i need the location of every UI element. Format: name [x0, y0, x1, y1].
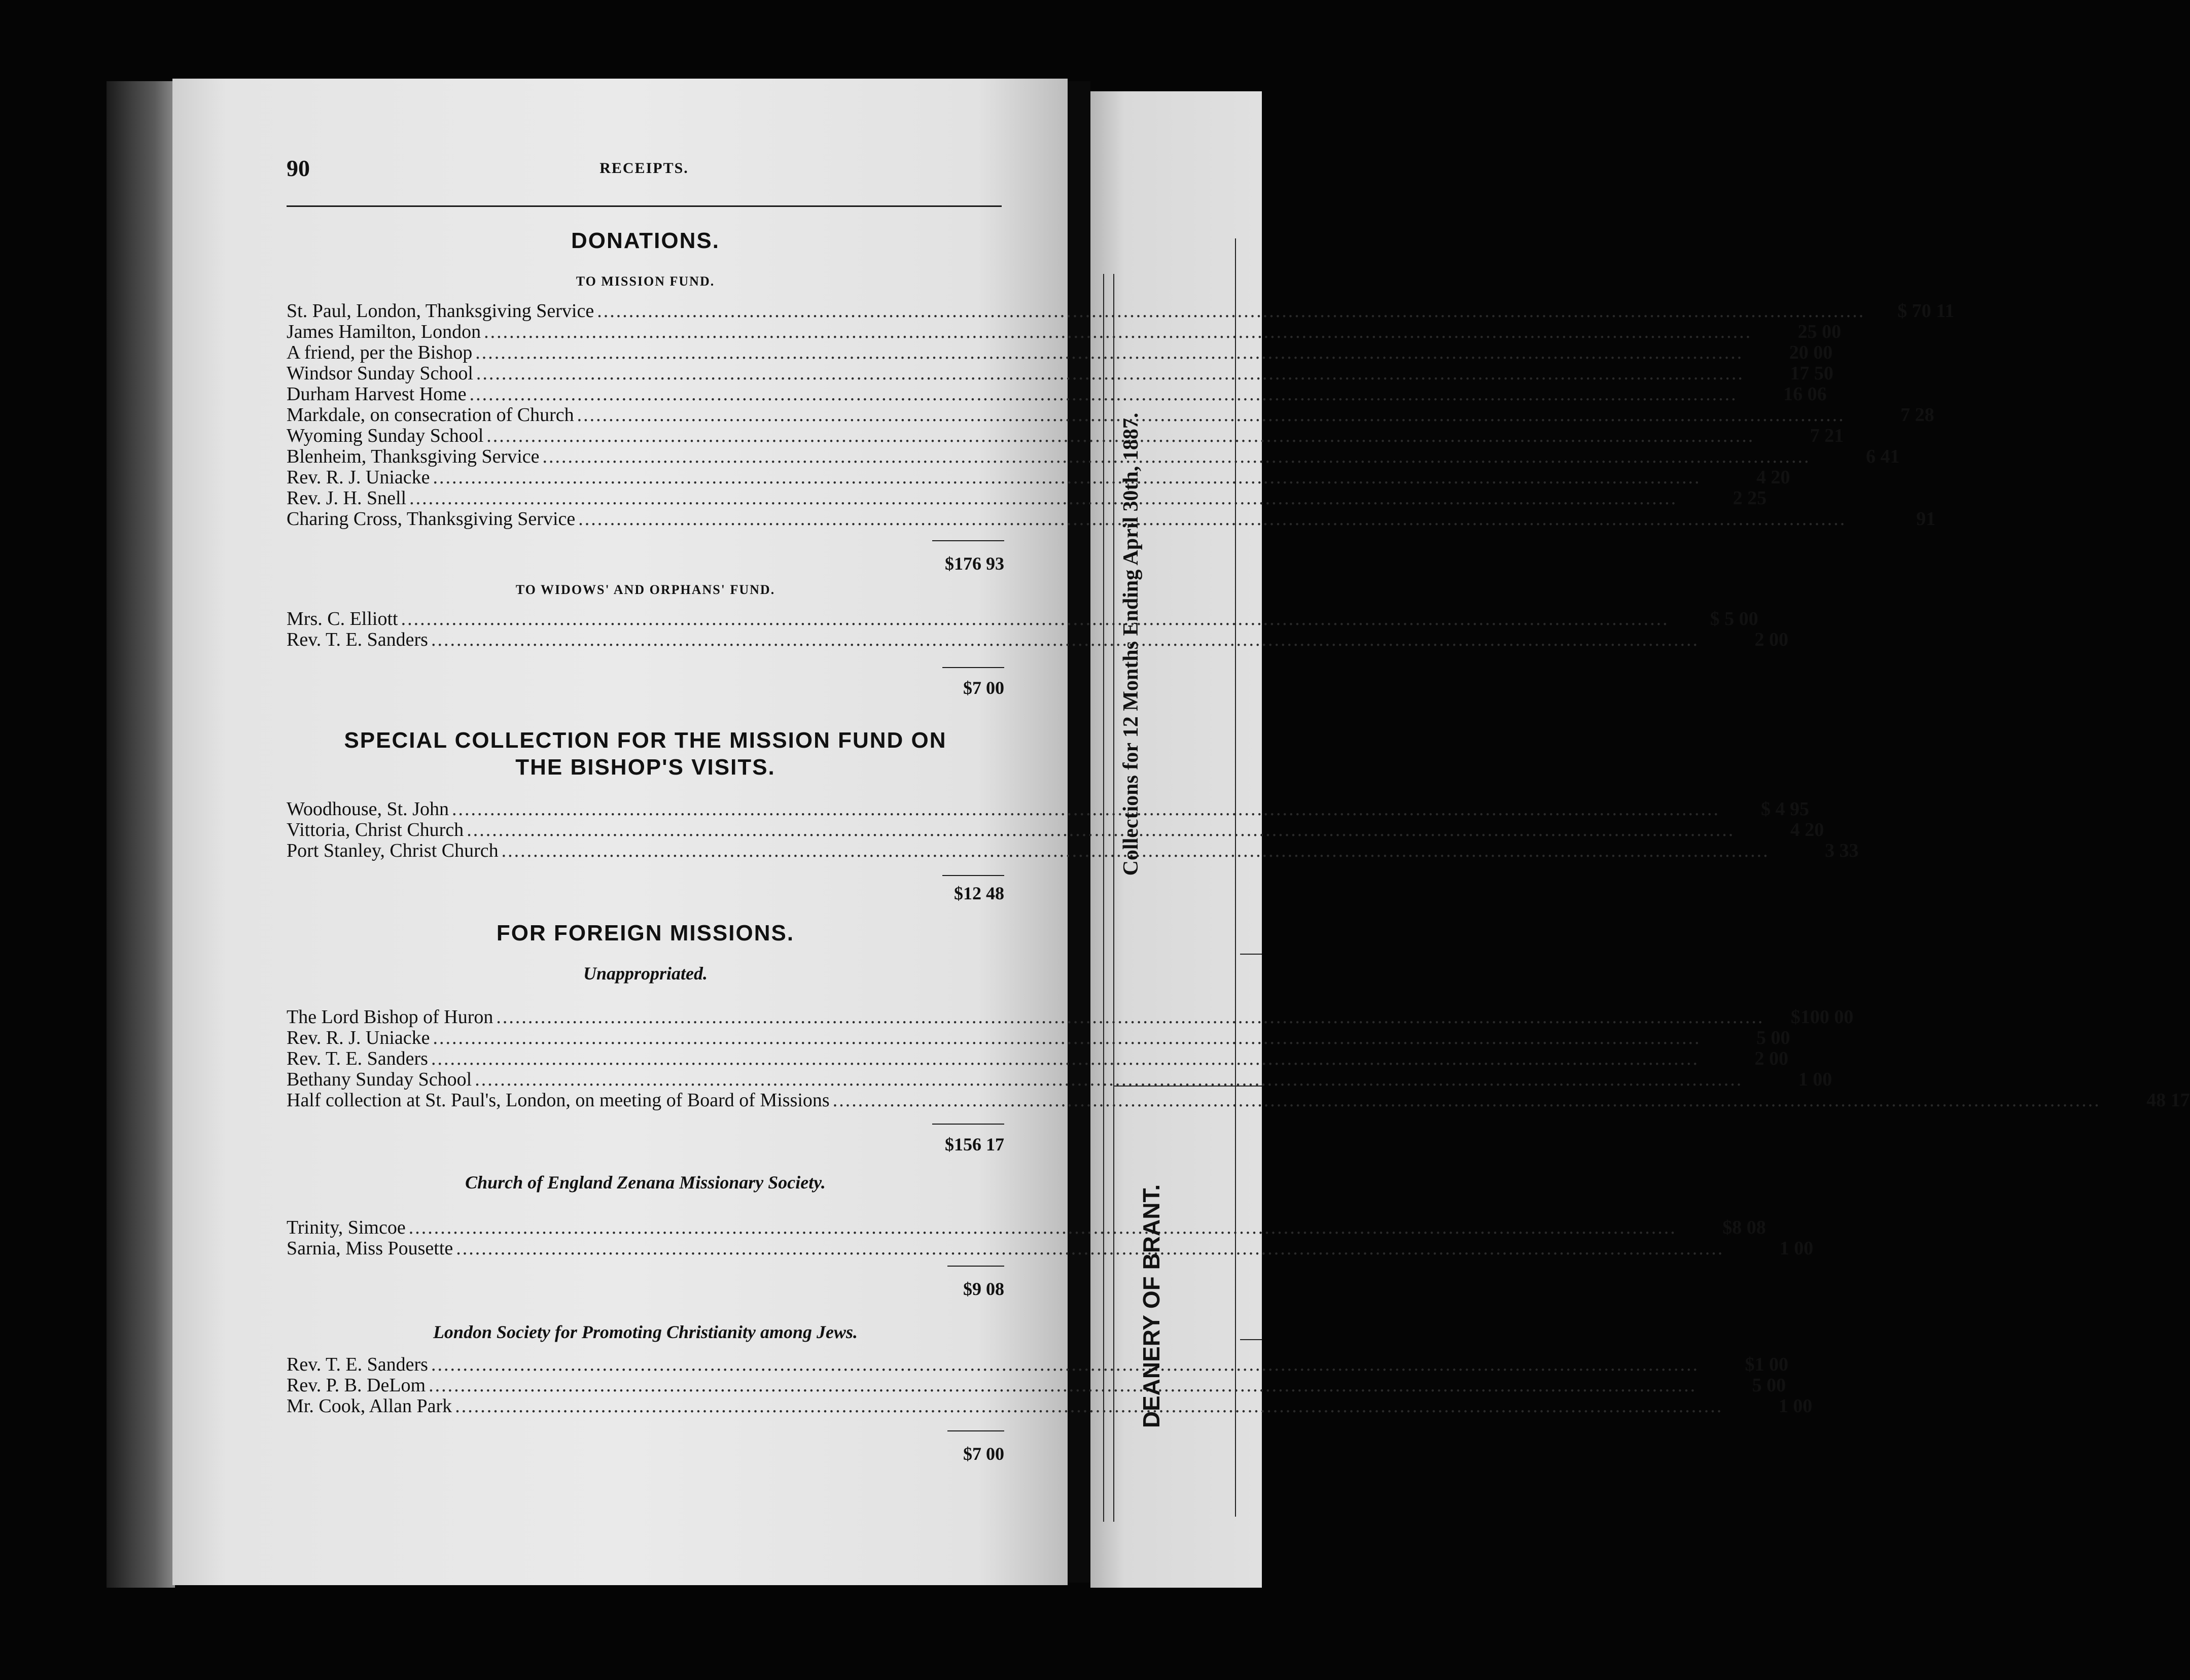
item-amount: 5 00 [1752, 1375, 1786, 1396]
list-item [287, 1069, 1832, 1090]
donations-total: $176 93 [945, 553, 1004, 574]
leader-dots: ........................................................................................................................................................................................................ [433, 467, 1701, 488]
item-name: Mr. Cook, Allan Park [287, 1395, 452, 1417]
item-name: Woodhouse, St. John [287, 798, 449, 820]
facing-page-rule-right [1235, 238, 1236, 1517]
leader-dots: ........................................................................................................................................................................................................ [501, 840, 1770, 861]
item-name: Rev. R. J. Uniacke [287, 1027, 430, 1048]
list-item [287, 508, 1936, 530]
list-item [287, 1090, 2190, 1111]
jews-society-list [287, 1354, 1813, 1417]
leader-dots: ........................................................................................................................................................................................................ [401, 608, 1669, 629]
item-amount: 48 17 [2146, 1090, 2190, 1111]
item-amount: 25 00 [1797, 321, 1842, 342]
item-name: Port Stanley, Christ Church [287, 840, 499, 861]
item-name: Rev. T. E. Sanders [287, 1354, 428, 1375]
item-name: Sarnia, Miss Pousette [287, 1238, 453, 1259]
list-item [287, 342, 1833, 363]
jews-total: $7 00 [963, 1444, 1004, 1464]
item-amount: 2 00 [1754, 629, 1788, 650]
facing-collections-title: Collections for 12 Months Ending April 30th, 1887. [1119, 412, 1143, 876]
item-name: Rev. P. B. DeLom [287, 1375, 426, 1396]
item-amount: 5 00 [1756, 1027, 1790, 1048]
leader-dots: ........................................................................................................................................................................................................ [597, 300, 1865, 322]
list-item [287, 1354, 1788, 1375]
list-item [287, 425, 1844, 446]
item-name: Wyoming Sunday School [287, 425, 484, 446]
donations-list [287, 300, 1955, 530]
running-title: RECEIPTS. [599, 160, 689, 177]
item-name: Blenheim, Thanksgiving Service [287, 446, 540, 467]
item-name: St. Paul, London, Thanksgiving Service [287, 300, 594, 322]
item-amount: 7 28 [1900, 404, 1934, 426]
item-name: Bethany Sunday School [287, 1069, 472, 1090]
donations-heading: DONATIONS. [571, 228, 720, 253]
leader-dots: ........................................................................................................................................................................................................ [486, 425, 1755, 446]
item-amount: 6 41 [1866, 446, 1900, 467]
book-binding-shadow [107, 81, 175, 1588]
zenana-society-heading: Church of England Zenana Missionary Society. [465, 1172, 826, 1193]
leader-dots: ........................................................................................................................................................................................................ [475, 342, 1744, 363]
list-item [287, 363, 1833, 384]
item-amount: 2 25 [1733, 487, 1767, 509]
list-item [287, 1395, 1813, 1417]
leader-dots: ........................................................................................................................................................................................................ [542, 446, 1811, 467]
item-amount: 20 00 [1789, 342, 1833, 363]
list-item [287, 1048, 1788, 1069]
list-item [287, 467, 1790, 488]
leader-dots: ........................................................................................................................................................................................................ [467, 819, 1735, 841]
item-name: Trinity, Simcoe [287, 1217, 406, 1238]
item-amount: $8 08 [1722, 1217, 1766, 1238]
item-amount: 4 20 [1790, 819, 1824, 841]
facing-deanery-title: DEANERY OF BRANT. [1138, 1184, 1164, 1428]
item-amount: 91 [1916, 508, 1936, 530]
leader-dots: ........................................................................................................................................................................................................ [408, 1217, 1677, 1238]
special-collection-heading-line2: THE BISHOP'S VISITS. [515, 755, 775, 780]
widows-total-rule [942, 667, 1004, 668]
item-amount: 1 00 [1778, 1395, 1813, 1417]
mission-fund-subheading: TO MISSION FUND. [576, 274, 715, 289]
special-collection-heading: SPECIAL COLLECTION FOR THE MISSION FUND ON [344, 728, 947, 753]
leader-dots: ........................................................................................................................................................................................................ [578, 508, 1847, 530]
zenana-list [287, 1217, 1814, 1259]
list-item [287, 1027, 1790, 1048]
foreign-missions-heading: FOR FOREIGN MISSIONS. [496, 921, 795, 946]
list-item [287, 321, 1842, 342]
list-item [287, 608, 1758, 629]
leader-dots: ........................................................................................................................................................................................................ [431, 1048, 1699, 1069]
item-amount: $ 4 95 [1760, 798, 1809, 820]
item-amount: 4 20 [1756, 467, 1790, 488]
item-amount: 17 50 [1790, 363, 1833, 384]
leader-dots: ........................................................................................................................................................................................................ [577, 404, 1845, 426]
leader-dots: ........................................................................................................................................................................................................ [431, 1354, 1699, 1375]
leader-dots: ........................................................................................................................................................................................................ [431, 629, 1699, 650]
item-name: Rev. R. J. Uniacke [287, 467, 430, 488]
foreign-missions-list [287, 1006, 2190, 1111]
leader-dots: ........................................................................................................................................................................................................ [832, 1090, 2101, 1111]
leader-dots: ........................................................................................................................................................................................................ [496, 1006, 1764, 1028]
item-name: Markdale, on consecration of Church [287, 404, 574, 426]
list-item [287, 404, 1934, 426]
foreign-total-rule [932, 1124, 1004, 1125]
facing-page-rule-small-2 [1240, 1339, 1262, 1340]
item-name: Rev. J. H. Snell [287, 487, 407, 509]
leader-dots: ........................................................................................................................................................................................................ [433, 1027, 1701, 1048]
item-name: Vittoria, Christ Church [287, 819, 464, 841]
facing-page-rule-left-inner [1113, 274, 1114, 1522]
list-item [287, 300, 1955, 322]
donations-total-rule [932, 540, 1004, 541]
item-name: Windsor Sunday School [287, 363, 473, 384]
item-name: The Lord Bishop of Huron [287, 1006, 493, 1028]
foreign-total: $156 17 [945, 1134, 1004, 1154]
leader-dots: ........................................................................................................................................................................................................ [451, 798, 1720, 820]
item-amount: $ 5 00 [1710, 608, 1758, 629]
special-total-rule [942, 875, 1004, 876]
page-number: 90 [287, 155, 310, 181]
leader-dots: ........................................................................................................................................................................................................ [455, 1395, 1723, 1417]
leader-dots: ........................................................................................................................................................................................................ [409, 487, 1678, 509]
leader-dots: ........................................................................................................................................................................................................ [456, 1238, 1724, 1259]
list-item [287, 487, 1767, 509]
item-amount: 2 00 [1754, 1048, 1788, 1069]
widows-list [287, 608, 1788, 650]
item-amount: $1 00 [1745, 1354, 1788, 1375]
page-header [287, 150, 1002, 207]
item-name: Half collection at St. Paul's, London, on meeting of Board of Missions [287, 1090, 830, 1111]
list-item [287, 629, 1788, 650]
item-name: Mrs. C. Elliott [287, 608, 398, 629]
facing-page-rule-small-1 [1240, 954, 1262, 955]
item-amount: $100 00 [1790, 1006, 1854, 1028]
special-total: $12 48 [954, 883, 1004, 903]
widows-fund-subheading: TO WIDOWS' AND ORPHANS' FUND. [515, 582, 775, 597]
item-amount: 3 33 [1825, 840, 1859, 861]
item-amount: 16 06 [1783, 383, 1827, 405]
zenana-total: $9 08 [963, 1279, 1004, 1299]
list-item [287, 819, 1824, 841]
leader-dots: ........................................................................................................................................................................................................ [484, 321, 1752, 342]
list-item [287, 383, 1827, 405]
item-name: Rev. T. E. Sanders [287, 629, 428, 650]
item-name: Rev. T. E. Sanders [287, 1048, 428, 1069]
item-name: A friend, per the Bishop [287, 342, 473, 363]
unappropriated-subheading: Unappropriated. [583, 963, 708, 984]
item-name: Charing Cross, Thanksgiving Service [287, 508, 576, 530]
item-amount: 1 00 [1779, 1238, 1814, 1259]
list-item [287, 1217, 1766, 1238]
facing-page-rule-mid [1113, 1086, 1262, 1087]
list-item [287, 1375, 1786, 1396]
zenana-total-rule [947, 1266, 1004, 1267]
list-item [287, 798, 1809, 820]
leader-dots: ........................................................................................................................................................................................................ [475, 1069, 1743, 1090]
item-name: Durham Harvest Home [287, 383, 467, 405]
facing-page-rule-left [1103, 274, 1104, 1522]
special-collection-list [287, 798, 1859, 861]
list-item [287, 1238, 1814, 1259]
leader-dots: ........................................................................................................................................................................................................ [469, 383, 1738, 405]
item-name: James Hamilton, London [287, 321, 481, 342]
list-item [287, 1006, 1854, 1028]
jews-society-heading: London Society for Promoting Christianity among Jews. [433, 1322, 858, 1342]
widows-total: $7 00 [963, 678, 1004, 698]
item-amount: 1 00 [1798, 1069, 1832, 1090]
item-amount: 7 21 [1810, 425, 1844, 446]
jews-total-rule [947, 1430, 1004, 1431]
item-amount: $ 70 11 [1897, 300, 1955, 322]
list-item [287, 446, 1900, 467]
list-item [287, 840, 1859, 861]
leader-dots: ........................................................................................................................................................................................................ [476, 363, 1744, 384]
leader-dots: ........................................................................................................................................................................................................ [429, 1375, 1697, 1396]
